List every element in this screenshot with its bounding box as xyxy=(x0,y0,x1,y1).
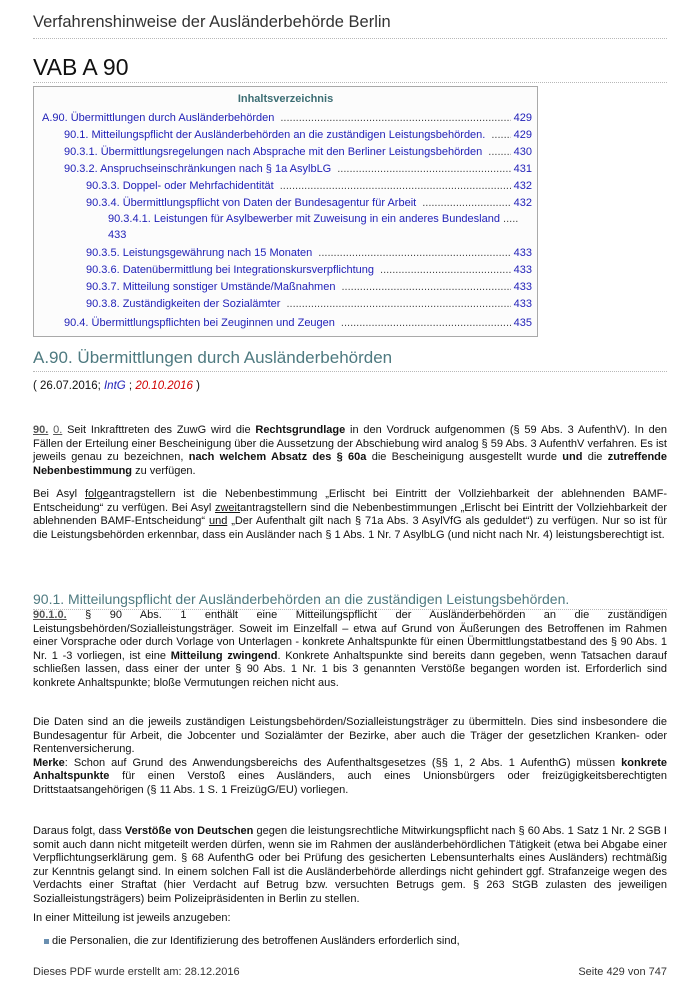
meta-date: 26.07.2016; xyxy=(40,380,104,392)
toc-link-90-3-4[interactable] xyxy=(86,197,532,209)
toc-link-90-3-8[interactable] xyxy=(86,298,532,310)
list-item xyxy=(44,935,460,947)
toc-page: 432 xyxy=(513,180,532,192)
toc-title: Inhaltsverzeichnis xyxy=(237,93,334,105)
toc-link-90-4[interactable] xyxy=(64,317,532,329)
toc-page: 430 xyxy=(513,146,532,158)
toc-label: A.90. Übermittlungen durch Ausländerbehörden xyxy=(42,112,275,124)
table-of-contents xyxy=(33,86,538,337)
toc-page: 432 xyxy=(513,197,532,209)
paragraph-daten: Die Daten sind an die jeweils zuständigen Leistungsbehörden/Sozialleistungsträger zu übermitteln. Dies sind insbesondere die Bundesagentur für Arbeit, die Jobcenter und Sozialämter der Bezirke, aber auch die Träger der gesetzlichen Kranken- oder Rentenversicherung. Merke: Schon auf Grund des Anwendungsbereichs des Aufenthaltsgesetzes (§§ 1, 2 Abs. 1 AufenthG) müssen konkrete Anhaltspunkte für einen Verstoß eines Ausländers, auch eines Unionsbürgers oder freizügigkeitsberechtigten Drittstaatsangehörigen (§ 11 Abs. 1 S. 1 FreizügG/EU) vorliegen. xyxy=(33,716,667,796)
paragraph-number: 90. xyxy=(33,424,49,436)
paragraph-number: 90.1.0. xyxy=(33,609,67,621)
toc-link-90-3-2[interactable] xyxy=(64,163,532,175)
toc-page: 433 xyxy=(513,281,532,293)
toc-link-90-3-5[interactable] xyxy=(86,247,532,259)
toc-label: 90.3.8. Zuständigkeiten der Sozialämter xyxy=(86,298,281,310)
footer-created: Dieses PDF wurde erstellt am: 28.12.2016 xyxy=(33,966,240,978)
toc-page: 433 xyxy=(108,229,127,241)
toc-label: 90.3.7. Mitteilung sonstiger Umstände/Maßnahmen xyxy=(86,281,336,293)
toc-page: 429 xyxy=(513,129,532,141)
toc-link-90-3-6[interactable] xyxy=(86,264,532,276)
toc-link-a90[interactable] xyxy=(42,112,532,124)
meta-intg-link[interactable]: IntG xyxy=(103,380,126,392)
revision-dates xyxy=(33,380,200,392)
toc-label: 90.3.2. Anspruchseinschränkungen nach § 1a AsylbLG xyxy=(64,163,332,175)
document-title: VAB A 90 xyxy=(33,54,129,80)
toc-label: 90.3.1. Übermittlungsregelungen nach Absprache mit den Berliner Leistungsbehörden xyxy=(64,146,483,158)
paragraph-deutsche: Daraus folgt, dass Verstöße von Deutschen gegen die leistungsrechtliche Mitwirkungspflicht nach § 60 Abs. 1 Satz 1 Nr. 2 SGB I somit auch dann nicht mitgeteilt werden dürfen, wenn sie im Rahmen der ausländerbehördlichen Tätigkeit (etwa bei Abgabe einer Verpflichtungserklärung gem. § 68 AufenthG oder bei Prüfung des gesicherten Lebensunterhalts eines Ausländers) rechtmäßig zur Kenntnis gelangt sind. In einem solchen Fall ist die Ausländerbehörde allerdings nicht gehindert ggf. Strafanzeige wegen des Verdachts einer Straftat (hier Verdacht auf Betrug bzw. versuchten Betrugs gem. § 263 StGB zulasten des jeweiligen Sozialleistungsträgers) beim Polizeipräsidenten in Berlin zu stellen. xyxy=(33,825,667,905)
toc-page: 433 xyxy=(513,264,532,276)
toc-label: 90.3.3. Doppel- oder Mehrfachidentität xyxy=(86,180,274,192)
bullet-icon xyxy=(44,939,49,944)
toc-page: 433 xyxy=(513,247,532,259)
title-divider xyxy=(33,82,667,83)
page-footer xyxy=(33,966,667,978)
toc-link-90-3-1[interactable] xyxy=(64,146,532,158)
toc-page: 433 xyxy=(513,298,532,310)
meta-sep: ; xyxy=(125,380,136,392)
paragraph-90-1-0: 90.1.0. § 90 Abs. 1 enthält eine Mitteilungspflicht der Ausländerbehörden an die zuständigen Leistungsbehörden/Sozialleistungsträger. Soweit im Einzelfall – etwa auf Grund von Äußerungen des Betroffenen im Rahmen einer Vorsprache oder durch Vorlage von Unterlagen - konkrete Anhaltspunkte für einen Übermittlungstatbestand des § 90 Abs. 1 Nr. 1 -3 vorliegen, ist eine Mitteilung zwingend. Konkrete Anhaltspunkte sind bereits dann gegeben, wenn Tatsachen darauf schließen lassen, dass einer der unter § 90 Abs. 1 Nr. 1 bis 3 genannten Verstöße begangen worden ist. Erforderlich sind konkrete Anhaltspunkte; bloße Vermutungen reichen nicht aus. xyxy=(33,609,667,689)
toc-label: 90.3.4. Übermittlungspflicht von Daten der Bundesagentur für Arbeit xyxy=(86,197,417,209)
site-title: Verfahrenshinweise der Ausländerbehörde Berlin xyxy=(33,13,391,31)
toc-label: 90.3.5. Leistungsgewährung nach 15 Monaten xyxy=(86,247,313,259)
paragraph-mitteilung: In einer Mitteilung ist jeweils anzugeben: xyxy=(33,912,231,924)
page-header xyxy=(33,13,667,32)
toc-link-90-1[interactable] xyxy=(64,129,532,141)
toc-link-90-3-4-1[interactable]: 90.3.4.1. Leistungen für Asylbewerber mit Zuweisung in ein anderes Bundesland ..... 433 xyxy=(108,213,519,241)
section-heading-90-1: 90.1. Mitteilungspflicht der Ausländerbehörden an die zuständigen Leistungsbehörden. xyxy=(33,591,570,607)
toc-label: 90.1. Mitteilungspflicht der Ausländerbehörden an die zuständigen Leistungsbehörden. xyxy=(64,129,486,141)
toc-label: 90.3.6. Datenübermittlung bei Integrationskursverpflichtung xyxy=(86,264,375,276)
paragraph-asyl: Bei Asyl folgeantragstellern ist die Nebenbestimmung „Erlischt bei Eintritt der Vollziehbarkeit der ablehnenden BAMF-Entscheidung“ zu verfügen. Bei Asyl zweitantragstellern sind die Nebenbestimmungen „Erlischt bei Eintritt der Vollziehbarkeit der ablehnenden BAMF-Entscheidung“ und „Der Aufenthalt gilt nach § 71a Abs. 3 AsylVfG als geduldet“) zu verfügen. Nur so ist für die Leistungsbehörden erkennbar, dass ein Ausländer nach § 1 Abs. 1 Nr. 7 AsylbLG (und nicht nach Nr. 4) leistungsberechtigt ist. xyxy=(33,488,668,541)
meta-date-changed: 20.10.2016 xyxy=(135,380,193,392)
toc-label: 90.3.4.1. Leistungen für Asylbewerber mit Zuweisung in ein anderes Bundesland xyxy=(108,213,500,225)
toc-link-90-3-7[interactable] xyxy=(86,281,532,293)
toc-label: 90.4. Übermittlungspflichten bei Zeuginnen und Zeugen xyxy=(64,317,335,329)
paragraph-subnumber: 0. xyxy=(53,424,63,436)
section-heading-a90: A.90. Übermittlungen durch Ausländerbehörden xyxy=(33,348,393,367)
footer-page-number: Seite 429 von 747 xyxy=(578,966,667,978)
header-divider xyxy=(33,38,667,39)
list-item-text: die Personalien, die zur Identifizierung des betroffenen Ausländers erforderlich sind, xyxy=(52,935,460,947)
meta-open: ( xyxy=(33,380,41,392)
toc-page: 431 xyxy=(513,163,532,175)
paragraph-90-0: 90. 0. Seit Inkrafttreten des ZuwG wird die Rechtsgrundlage in den Vordruck aufgenommen (§ 59 Abs. 3 AufenthV). In den Fällen der Erteilung einer Bescheinigung über die Aussetzung der Abschiebung wird analog § 59 Abs. 3 AufenthV verfahren. Es ist jeweils genau zu bezeichnen, nach welchem Absatz des § 60a die Bescheinigung ausgestellt wurde und die zutreffende Nebenbestimmung zu verfügen. xyxy=(33,424,668,477)
toc-link-90-3-3[interactable] xyxy=(86,180,532,192)
toc-page: 429 xyxy=(513,112,532,124)
toc-page: 435 xyxy=(513,317,532,329)
meta-close: ) xyxy=(192,380,200,392)
section-divider xyxy=(33,371,667,372)
